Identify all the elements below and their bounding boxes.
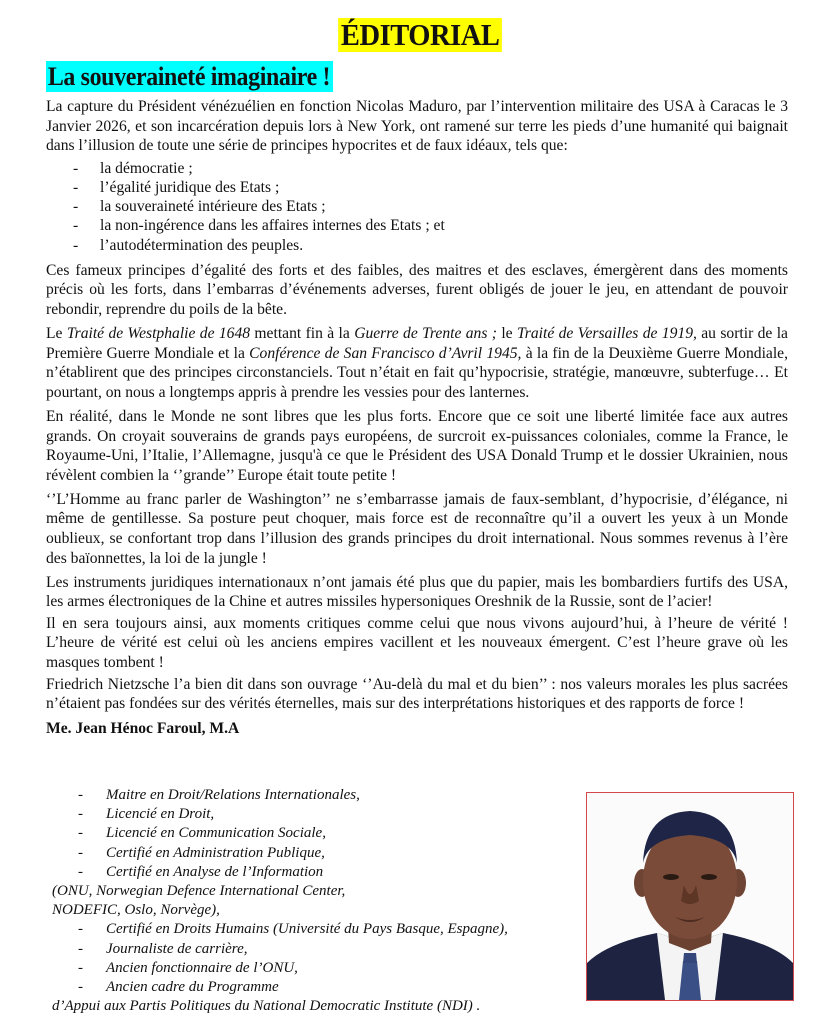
thirty-years-war: Guerre de Trente ans ; — [354, 325, 497, 343]
credential-item: - Maitre en Droit/Relations Internationales, — [52, 786, 508, 805]
treaty-westphalia: Traité de Westphalie de 1648 — [66, 325, 251, 343]
credential-item: - Certifié en Droits Humains (Université du Pays Basque, Espagne), — [52, 920, 508, 939]
treaty-versailles: Traité de Versailles de 1919, — [516, 325, 697, 343]
principles-list — [46, 159, 788, 255]
author-photo — [586, 792, 794, 1001]
article-headline: La souveraineté imaginaire ! — [46, 61, 333, 92]
list-item: - la démocratie ; — [46, 159, 788, 178]
paragraph-2: Ces fameux principes d’égalité des forts et des faibles, des maitres et des esclaves, émergèrent dans des moments précis où les forts, dans l’embarras d’événements adverses, furent obligés de jouer le jeu, en attendant de pouvoir rebondir, reprendre du poils de la bête. — [46, 261, 788, 318]
list-item: - la non-ingérence dans les affaires internes des Etats ; et — [46, 216, 788, 235]
text-run: mettant fin à la — [250, 325, 355, 343]
credential-item: - Certifié en Administration Publique, — [52, 844, 508, 863]
title-container — [0, 18, 840, 52]
paragraph-5: ‘’L’Homme au franc parler de Washington’’ ne s’embarrasse jamais de faux-semblant, d’hypocrisie, d’élégance, ni même de gentillesse. Sa posture peut choquer, mais force est de reconnaître qu’il a ouvert les yeux à un Monde oublieux, se confortant trop dans l’illusion des grands principes du droit international. Nous sommes revenus à l’ère des baïonnettes, la loi de la jungle ! — [46, 490, 788, 567]
credential-continuation: d’Appui aux Partis Politiques du National Democratic Institute (NDI) . — [52, 998, 481, 1015]
author-name: Me. Jean Hénoc Faroul, M.A — [46, 719, 240, 737]
list-item: - l’égalité juridique des Etats ; — [46, 178, 788, 197]
paragraph-4: En réalité, dans le Monde ne sont libres que les plus forts. Encore que ce soit une liberté limitée face aux autres grands. On croyait souverains de grands pays européens, de surcroit ex-puissances coloniales, comme la France, le Royaume-Uni, l’Italie, l’Allemagne, jusqu'à ce que le Président des USA Donald Trump et le dossier Ukrainien, nous révèlent combien la ‘’grande’’ Europe était toute petite ! — [46, 407, 788, 484]
credential-continuation: (ONU, Norwegian Defence International Center, — [52, 883, 346, 900]
text-run: Le — [46, 325, 67, 343]
text-run: le — [496, 325, 517, 343]
paragraph-7: Il en sera toujours ainsi, aux moments critiques comme celui que nous vivons aujourd’hui, à l’heure de vérité ! L’heure de vérité est celui où les anciens empires vacillent et les nouveaux émergent. C’est l’heure grave où les masques tombent ! — [46, 614, 788, 672]
paragraph-3 — [46, 324, 788, 402]
paragraph-8: Friedrich Nietzsche l’a bien dit dans son ouvrage ‘’Au-delà du mal et du bien’’ : nos valeurs morales les plus sacrées n’étaient pas fondées sur des vérités éternelles, mais sur des interprétations historiques et des rapports de force ! — [46, 675, 788, 713]
article-body — [46, 97, 788, 738]
credential-continuation: NODEFIC, Oslo, Norvège), — [52, 902, 220, 919]
author-credentials — [52, 786, 508, 1016]
credential-item: - Ancien cadre du Programme — [52, 978, 508, 997]
text-run: au sortir de la Première Guerre Mondiale et la — [46, 325, 788, 362]
san-francisco-conference: Conférence de San Francisco d’Avril 1945, — [249, 344, 522, 362]
paragraph-intro: La capture du Président vénézuélien en fonction Nicolas Maduro, par l’intervention militaire des USA à Caracas le 3 Janvier 2026, et son incarcération depuis lors à New York, ont ramené sur terre les pieds d’une humanité qui baignait dans l’illusion de toute une série de principes hypocrites et de faux idéaux, tels que: — [46, 98, 788, 155]
list-item: - l’autodétermination des peuples. — [46, 236, 788, 255]
credential-item: - Ancien fonctionnaire de l’ONU, — [52, 959, 508, 978]
list-item: - la souveraineté intérieure des Etats ; — [46, 197, 788, 216]
credential-item: - Certifié en Analyse de l’Information — [52, 863, 508, 882]
page-title: ÉDITORIAL — [338, 18, 502, 52]
paragraph-6: Les instruments juridiques internationaux n’ont jamais été plus que du papier, mais les bombardiers furtifs des USA, les armes électroniques de la Chine et autres missiles hypersoniques Oreshnik de la Russie, sont de l’acier! — [46, 573, 788, 611]
portrait-image — [587, 793, 793, 1000]
text-run: à la fin de la Deuxième Guerre Mondiale, n’établirent que des principes circonstanciels. Tout n’était en fait qu’hypocrisie, stratégie, manœuvre, subterfuge… Et pourtant, on nous a longtemps appris à prendre les vessies pour des lanternes. — [46, 344, 788, 401]
credential-item: - Licencié en Droit, — [52, 805, 508, 824]
credential-item: - Journaliste de carrière, — [52, 940, 508, 959]
credential-item: - Licencié en Communication Sociale, — [52, 824, 508, 843]
